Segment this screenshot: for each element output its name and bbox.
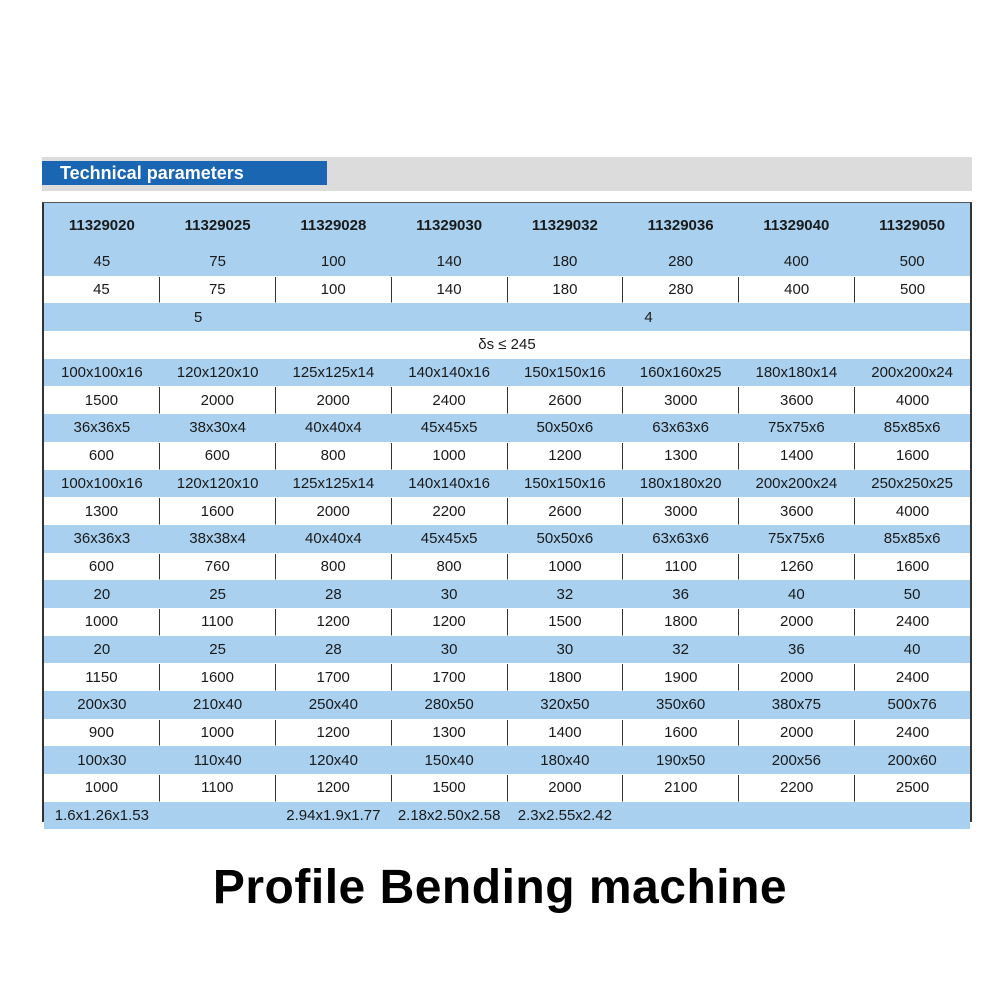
table-cell: 140x140x16 xyxy=(408,474,490,492)
table-cell: 2400 xyxy=(392,387,508,414)
table-cell: 11329030 xyxy=(416,217,483,234)
table-cell: 2400 xyxy=(855,720,970,747)
table-cell: 1200 xyxy=(276,775,392,802)
table-cell: 190x50 xyxy=(656,751,706,769)
table-cell: 180x40 xyxy=(540,751,590,769)
table-cell: 2000 xyxy=(739,609,855,636)
table-cell: 1150 xyxy=(44,664,160,691)
table-cell: 500x76 xyxy=(887,696,937,714)
table-cell: 1200 xyxy=(392,609,508,636)
table-cell: 45x45x5 xyxy=(420,530,478,548)
table-cell: 200x56 xyxy=(771,751,821,769)
table-row xyxy=(44,442,970,470)
table-cell: 75 xyxy=(209,253,226,271)
table-cell: 45 xyxy=(44,277,160,304)
table-cell: 11329040 xyxy=(763,217,830,234)
table-cell: 36x36x3 xyxy=(73,530,131,548)
table-cell: 1200 xyxy=(276,720,392,747)
table-cell: 210x40 xyxy=(193,696,243,714)
table-cell: 28 xyxy=(325,640,342,658)
table-cell: 1000 xyxy=(44,609,160,636)
table-cell: 38x30x4 xyxy=(189,419,246,437)
table-cell: 11329032 xyxy=(531,217,598,234)
table-cell: 120x40 xyxy=(308,751,358,769)
table-cell: 40 xyxy=(788,585,805,603)
table-cell: 63x63x6 xyxy=(652,419,709,437)
table-cell: 1300 xyxy=(623,443,739,470)
table-cell xyxy=(623,802,739,830)
table-cell: 45x45x5 xyxy=(420,419,478,437)
table-cell: 20 xyxy=(93,640,111,658)
table-cell: 125x125x14 xyxy=(292,474,375,492)
table-cell: 1800 xyxy=(623,609,739,636)
table-cell: 11329050 xyxy=(879,217,946,234)
table-cell: 600 xyxy=(160,443,276,470)
table-cell: 1900 xyxy=(623,664,739,691)
table-cell: δs ≤ 245 xyxy=(44,332,970,359)
table-cell: 2400 xyxy=(855,664,970,691)
table-cell: 4000 xyxy=(855,498,970,525)
table-cell: 250x250x25 xyxy=(871,474,953,492)
table-row xyxy=(44,414,970,442)
table-cell: 500 xyxy=(855,277,970,304)
table-row xyxy=(44,746,970,774)
table-cell xyxy=(854,802,970,830)
table-row xyxy=(44,553,970,581)
table-row xyxy=(44,276,970,304)
table-cell: 1700 xyxy=(392,664,508,691)
table-cell: 50x50x6 xyxy=(536,530,594,548)
table-row xyxy=(44,331,970,359)
table-row xyxy=(44,386,970,414)
table-cell: 20 xyxy=(93,585,111,603)
table-cell: 38x38x4 xyxy=(189,530,246,548)
table-cell: 36 xyxy=(672,585,689,603)
table-cell: 400 xyxy=(739,277,855,304)
table-cell: 75 xyxy=(160,277,276,304)
table-cell xyxy=(739,802,855,830)
table-cell: 2600 xyxy=(508,387,624,414)
table-cell: 3000 xyxy=(623,387,739,414)
table-cell: 11329020 xyxy=(68,217,135,234)
table-cell: 280 xyxy=(623,277,739,304)
table-cell: 85x85x6 xyxy=(883,419,941,437)
table-cell: 100 xyxy=(320,253,346,271)
table-row xyxy=(44,691,970,719)
table-cell: 100 xyxy=(276,277,392,304)
table-cell: 760 xyxy=(160,554,276,581)
table-cell: 120x120x10 xyxy=(176,474,259,492)
table-cell: 50 xyxy=(903,585,921,603)
table-cell: 125x125x14 xyxy=(292,364,375,382)
table-cell: 1800 xyxy=(508,664,624,691)
table-cell: 3000 xyxy=(623,498,739,525)
table-cell: 2400 xyxy=(855,609,970,636)
table-cell: 1000 xyxy=(160,720,276,747)
table-cell: 1500 xyxy=(392,775,508,802)
table-cell: 400 xyxy=(783,253,809,271)
table-cell: 140x140x16 xyxy=(408,364,490,382)
table-cell: 36x36x5 xyxy=(73,419,131,437)
table-cell: 200x200x24 xyxy=(755,474,838,492)
table-row xyxy=(44,303,970,331)
table-cell: 200x200x24 xyxy=(871,364,953,382)
table-cell: 3600 xyxy=(739,498,855,525)
table-cell: 11329028 xyxy=(300,217,367,234)
table-cell: 280 xyxy=(668,253,694,271)
table-cell: 75x75x6 xyxy=(768,419,825,437)
table-cell: 120x120x10 xyxy=(176,364,259,382)
table-cell: 1600 xyxy=(623,720,739,747)
table-cell: 500 xyxy=(899,253,925,271)
table-cell: 2200 xyxy=(739,775,855,802)
page-caption: Profile Bending machine xyxy=(212,861,788,914)
table-cell: 2000 xyxy=(276,498,392,525)
table-cell: 180 xyxy=(552,253,578,271)
table-row xyxy=(44,663,970,691)
table-cell: 1600 xyxy=(855,554,970,581)
table-cell: 1600 xyxy=(160,664,276,691)
table-cell: 100x30 xyxy=(77,751,127,769)
table-cell: 2000 xyxy=(739,720,855,747)
section-header-bar xyxy=(42,157,972,191)
table-cell: 2000 xyxy=(276,387,392,414)
table-cell: 100x100x16 xyxy=(61,364,143,382)
table-cell: 1.6x1.26x1.53 xyxy=(54,807,149,825)
table-cell: 600 xyxy=(44,554,160,581)
table-cell: 150x150x16 xyxy=(524,474,606,492)
table-cell: 30 xyxy=(440,585,458,603)
table-row xyxy=(44,636,970,664)
table-row xyxy=(44,774,970,802)
table-cell: 320x50 xyxy=(540,696,590,714)
table-cell: 25 xyxy=(209,585,226,603)
table-cell: 1000 xyxy=(44,775,160,802)
table-cell: 1700 xyxy=(276,664,392,691)
table-cell: 1200 xyxy=(276,609,392,636)
table-cell: 140 xyxy=(392,277,508,304)
table-header-row xyxy=(44,203,970,248)
table-cell: 1600 xyxy=(160,498,276,525)
table-row xyxy=(44,608,970,636)
table-cell: 800 xyxy=(276,443,392,470)
table-cell: 600 xyxy=(44,443,160,470)
table-cell: 3600 xyxy=(739,387,855,414)
table-cell: 140 xyxy=(436,253,462,271)
table-cell: 800 xyxy=(392,554,508,581)
table-cell: 1000 xyxy=(508,554,624,581)
table-cell: 40x40x4 xyxy=(305,419,362,437)
table-row xyxy=(44,719,970,747)
table-cell: 150x40 xyxy=(424,751,474,769)
table-cell: 2600 xyxy=(508,498,624,525)
table-cell: 1300 xyxy=(44,498,160,525)
table-cell: 5 xyxy=(194,308,203,326)
table-row xyxy=(44,497,970,525)
table-cell: 63x63x6 xyxy=(652,530,709,548)
table-cell: 85x85x6 xyxy=(883,530,941,548)
table-cell: 11329036 xyxy=(647,217,714,234)
table-row xyxy=(44,248,970,276)
table-cell: 32 xyxy=(556,585,574,603)
table-cell: 100x100x16 xyxy=(61,474,143,492)
table-cell: 160x160x25 xyxy=(639,364,722,382)
table-row xyxy=(44,359,970,387)
table-cell: 200x30 xyxy=(77,696,127,714)
section-title: Technical parameters xyxy=(42,161,327,185)
table-cell: 32 xyxy=(672,640,689,658)
table-cell: 800 xyxy=(276,554,392,581)
table-cell: 30 xyxy=(556,640,574,658)
table-cell: 180x180x14 xyxy=(755,364,838,382)
table-cell: 1400 xyxy=(739,443,855,470)
table-cell: 1100 xyxy=(160,609,276,636)
table-cell: 2.18x2.50x2.58 xyxy=(397,807,501,825)
table-cell: 1100 xyxy=(623,554,739,581)
table-cell: 150x150x16 xyxy=(524,364,606,382)
table-cell: 4000 xyxy=(855,387,970,414)
table-cell: 280x50 xyxy=(424,696,474,714)
table-cell: 2000 xyxy=(508,775,624,802)
table-cell: 110x40 xyxy=(193,751,242,769)
table-cell: 380x75 xyxy=(771,696,821,714)
table-cell: 50x50x6 xyxy=(536,419,594,437)
table-row xyxy=(44,470,970,498)
parameters-table xyxy=(42,202,972,825)
table-cell: 2.94x1.9x1.77 xyxy=(286,807,381,825)
table-cell: 1500 xyxy=(44,387,160,414)
table-cell: 1100 xyxy=(160,775,276,802)
table-cell: 45 xyxy=(93,253,111,271)
table-cell: 11329025 xyxy=(184,217,251,234)
table-cell: 25 xyxy=(209,640,226,658)
table-cell: 1260 xyxy=(739,554,855,581)
table-cell: 1000 xyxy=(392,443,508,470)
table-cell: 2000 xyxy=(160,387,276,414)
table-cell: 75x75x6 xyxy=(768,530,825,548)
table-cell: 900 xyxy=(44,720,160,747)
table-cell: 4 xyxy=(644,308,653,326)
table-row xyxy=(44,525,970,553)
table-cell: 30 xyxy=(440,640,458,658)
table-cell: 180 xyxy=(508,277,624,304)
table-cell: 200x60 xyxy=(887,751,937,769)
table-cell: 250x40 xyxy=(308,696,358,714)
table-cell: 40x40x4 xyxy=(305,530,362,548)
table-cell: 180x180x20 xyxy=(639,474,722,492)
table-cell: 1400 xyxy=(508,720,624,747)
table-cell: 28 xyxy=(325,585,342,603)
table-cell xyxy=(160,802,276,830)
table-cell: 350x60 xyxy=(656,696,706,714)
table-cell: 1200 xyxy=(508,443,624,470)
table-cell: 2500 xyxy=(855,775,970,802)
table-cell: 2.3x2.55x2.42 xyxy=(517,807,612,825)
table-row xyxy=(44,802,970,830)
table-cell: 1600 xyxy=(855,443,970,470)
table-cell: 1300 xyxy=(392,720,508,747)
table-row xyxy=(44,580,970,608)
table-cell: 36 xyxy=(788,640,805,658)
table-cell: 2100 xyxy=(623,775,739,802)
table-cell: 1500 xyxy=(508,609,624,636)
table-cell: 2000 xyxy=(739,664,855,691)
table-cell: 2200 xyxy=(392,498,508,525)
table-cell: 40 xyxy=(903,640,921,658)
